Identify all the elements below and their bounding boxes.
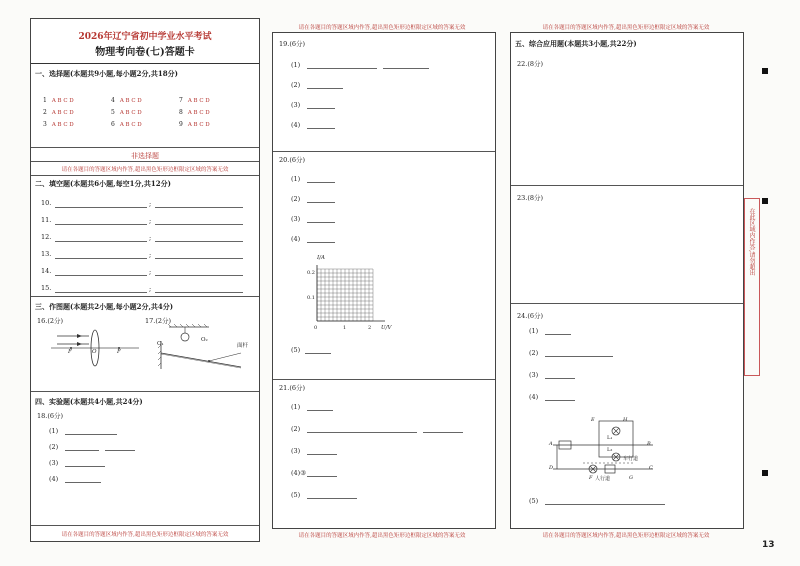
answer-blank[interactable] (545, 334, 571, 335)
graph-x-tick: 0 (314, 325, 318, 331)
nonchoice-label: 非选择题 (131, 152, 159, 160)
choice-item[interactable] (111, 97, 142, 104)
fill-item-number: 12. (41, 233, 52, 241)
circuit-e: E (591, 417, 595, 423)
fig16-f2: F (117, 349, 121, 355)
circuit-car: 车行道 (623, 456, 639, 462)
circuit-h: H (623, 417, 628, 423)
choice-number: 9 (179, 121, 183, 128)
fig17-label: 面杆 (237, 343, 249, 349)
choice-options[interactable]: A B C D (187, 122, 210, 128)
choice-number: 4 (111, 97, 115, 104)
answer-blank[interactable] (307, 68, 377, 69)
sub-item-label: (2) (291, 81, 301, 89)
sub-item-label: (3) (49, 459, 59, 467)
answer-blank[interactable] (55, 258, 147, 259)
answer-blank[interactable] (55, 224, 147, 225)
answer-blank[interactable] (55, 207, 147, 208)
answer-blank[interactable] (55, 241, 147, 242)
fill-item-number: 10. (41, 199, 52, 207)
graph-x-tick: 2 (368, 325, 372, 331)
graph-y-label: I/A (317, 255, 325, 261)
answer-blank[interactable] (307, 128, 335, 129)
choice-grid (43, 97, 243, 141)
circuit-l1: L₁ (607, 435, 613, 441)
sub-item-label: (4) (291, 121, 301, 129)
choice-options[interactable]: A B C D (187, 110, 210, 116)
circuit-b: B (647, 441, 651, 447)
q20-item-5: (5) (291, 346, 301, 354)
choice-number: 5 (111, 109, 115, 116)
graph-y-tick: 0.1 (307, 295, 315, 301)
answer-blank[interactable] (383, 68, 429, 69)
fig17-o1: O₁ (157, 341, 164, 347)
sub-item-label: (1) (291, 61, 301, 69)
blank-separator: ; (149, 200, 152, 208)
warning-text: 请在各题目的答题区域内作答,超出黑色矩形边框限定区域的答案无效 (542, 533, 710, 539)
q19-items (273, 61, 495, 141)
q18-label: 18.(6分) (37, 412, 64, 420)
answer-blank[interactable] (65, 482, 101, 483)
sub-item-label: (3) (291, 101, 301, 109)
fig16-f1: F (68, 349, 72, 355)
registration-mark (762, 198, 768, 204)
sub-item-label: (2) (291, 195, 301, 203)
answer-blank[interactable] (307, 88, 343, 89)
section4-title: 四、实验题(本题共4小题,共24分) (35, 397, 143, 406)
choice-options[interactable]: A B C D (51, 98, 74, 104)
blank-separator: ; (149, 285, 152, 293)
sub-item-label: (2) (291, 425, 301, 433)
warning-text: 请在各题目的答题区域内作答,超出黑色矩形边框限定区域的答案无效 (298, 25, 466, 31)
column-2 (272, 32, 496, 529)
answer-blank[interactable] (65, 434, 117, 435)
answer-blank[interactable] (155, 275, 243, 276)
sub-item-label: (1) (49, 427, 59, 435)
choice-number: 2 (43, 109, 47, 116)
fill-item-number: 14. (41, 267, 52, 275)
q21-items (273, 403, 495, 503)
choice-number: 6 (111, 121, 115, 128)
blank-separator: ; (149, 217, 152, 225)
graph-x-label: U/V (381, 325, 392, 331)
sub-item-label: (1) (529, 327, 539, 335)
answer-blank[interactable] (105, 450, 135, 451)
answer-blank[interactable] (307, 182, 335, 183)
answer-blank[interactable] (155, 258, 243, 259)
q24-label: 24.(6分) (517, 312, 544, 320)
answer-blank[interactable] (307, 476, 337, 477)
choice-options[interactable]: A B C D (51, 122, 74, 128)
graph-y-tick: 0.2 (307, 270, 315, 276)
registration-mark (762, 68, 768, 74)
column-3 (510, 32, 744, 529)
answer-blank[interactable] (307, 222, 335, 223)
fig16-o: O (92, 349, 97, 355)
choice-options[interactable]: A B C D (119, 110, 142, 116)
sub-item-label: (4)③ (291, 469, 307, 477)
circuit-l2: L₂ (607, 447, 613, 453)
circuit-g: G (629, 475, 633, 481)
choice-number: 3 (43, 121, 47, 128)
q17-label: 17.(2分) (145, 317, 172, 325)
warning-text: 请在各题目的答题区域内作答,超出黑色矩形边框限定区域的答案无效 (61, 167, 229, 173)
sub-item-label: (4) (529, 393, 539, 401)
sub-item-label: (2) (529, 349, 539, 357)
section2-title: 二、填空题(本题共6小题,每空1分,共12分) (35, 179, 171, 188)
sub-item-label: (1) (291, 175, 301, 183)
sub-item-label: (2) (49, 443, 59, 451)
column-1 (30, 18, 260, 542)
answer-blank[interactable] (545, 400, 575, 401)
choice-options[interactable]: A B C D (119, 98, 142, 104)
choice-item[interactable] (179, 97, 210, 104)
q23-label: 23.(8分) (517, 194, 544, 202)
answer-blank[interactable] (545, 356, 613, 357)
q19-label: 19.(6分) (279, 40, 306, 48)
fill-item-number: 15. (41, 284, 52, 292)
blank-separator: ; (149, 251, 152, 259)
graph-x-tick: 1 (343, 325, 347, 331)
fig17-o2: O₂ (201, 337, 208, 343)
choice-options[interactable]: A B C D (119, 122, 142, 128)
warning-text: 请在各题目的答题区域内作答,超出黑色矩形边框限定区域的答案无效 (298, 533, 466, 539)
blank-separator: ; (149, 234, 152, 242)
answer-blank[interactable] (55, 275, 147, 276)
answer-blank[interactable] (307, 454, 337, 455)
answer-blank[interactable] (65, 466, 105, 467)
section1-title: 一、选择题(本题共9小题,每小题2分,共18分) (35, 69, 178, 78)
choice-item[interactable] (179, 121, 210, 128)
exam-title: 2026年辽宁省初中学业水平考试 (78, 32, 212, 42)
choice-number: 8 (179, 109, 183, 116)
answer-blank[interactable] (423, 432, 463, 433)
circuit-f: F (589, 475, 593, 481)
q20-label: 20.(6分) (279, 156, 306, 164)
choice-options[interactable]: A B C D (187, 98, 210, 104)
choice-item[interactable] (43, 97, 74, 104)
q16-label: 16.(2分) (37, 317, 64, 325)
fill-item-number: 11. (41, 216, 52, 224)
circuit-a: A (549, 441, 553, 447)
answer-blank[interactable] (307, 410, 333, 411)
page-number: 13 (762, 540, 775, 550)
choice-item[interactable] (43, 121, 74, 128)
sub-item-label: (3) (291, 215, 301, 223)
section5-title: 五、综合应用题(本题共3小题,共22分) (515, 39, 637, 48)
answer-blank[interactable] (155, 241, 243, 242)
circuit-walk: 人行道 (595, 476, 611, 482)
blank-separator: ; (149, 268, 152, 276)
choice-item[interactable] (43, 109, 74, 116)
sub-item-label: (3) (529, 371, 539, 379)
q18-items (31, 427, 259, 507)
answer-blank[interactable] (155, 292, 243, 293)
sub-item-label: (3) (291, 447, 301, 455)
sub-item-label: (5) (291, 491, 301, 499)
sub-item-label: (4) (291, 235, 301, 243)
q21-label: 21.(6分) (279, 384, 306, 392)
answer-blank[interactable] (307, 242, 335, 243)
answer-blank[interactable] (307, 108, 335, 109)
q20-items (273, 175, 495, 255)
q24-items (511, 327, 743, 417)
sub-item-label: (1) (291, 403, 301, 411)
answer-blank[interactable] (155, 224, 243, 225)
choice-number: 1 (43, 97, 47, 104)
choice-number: 7 (179, 97, 183, 104)
answer-blank[interactable] (65, 450, 99, 451)
choice-item[interactable] (111, 109, 142, 116)
circuit-c: C (649, 465, 653, 471)
answer-blank[interactable] (545, 378, 575, 379)
answer-blank[interactable] (155, 207, 243, 208)
answer-blank[interactable] (307, 498, 357, 499)
side-notice: 在此区域内作答,请勿超出 (748, 208, 755, 276)
answer-blank[interactable] (307, 202, 335, 203)
answer-blank[interactable] (307, 432, 417, 433)
circuit-d: D (549, 465, 554, 471)
choice-options[interactable]: A B C D (51, 110, 74, 116)
card-title: 物理考向卷(七)答题卡 (95, 47, 195, 58)
q24-item-5: (5) (529, 497, 539, 505)
answer-blank[interactable] (55, 292, 147, 293)
choice-item[interactable] (111, 121, 142, 128)
fill-item-number: 13. (41, 250, 52, 258)
registration-mark (762, 470, 768, 476)
choice-item[interactable] (179, 109, 210, 116)
sub-item-label: (4) (49, 475, 59, 483)
section3-title: 三、作图题(本题共2小题,每小题2分,共4分) (35, 302, 174, 311)
q22-label: 22.(8分) (517, 60, 544, 68)
warning-text: 请在各题目的答题区域内作答,超出黑色矩形边框限定区域的答案无效 (61, 532, 229, 538)
fill-blank-list (31, 195, 259, 295)
lens-diagram (49, 323, 141, 369)
warning-text: 请在各题目的答题区域内作答,超出黑色矩形边框限定区域的答案无效 (542, 25, 710, 31)
